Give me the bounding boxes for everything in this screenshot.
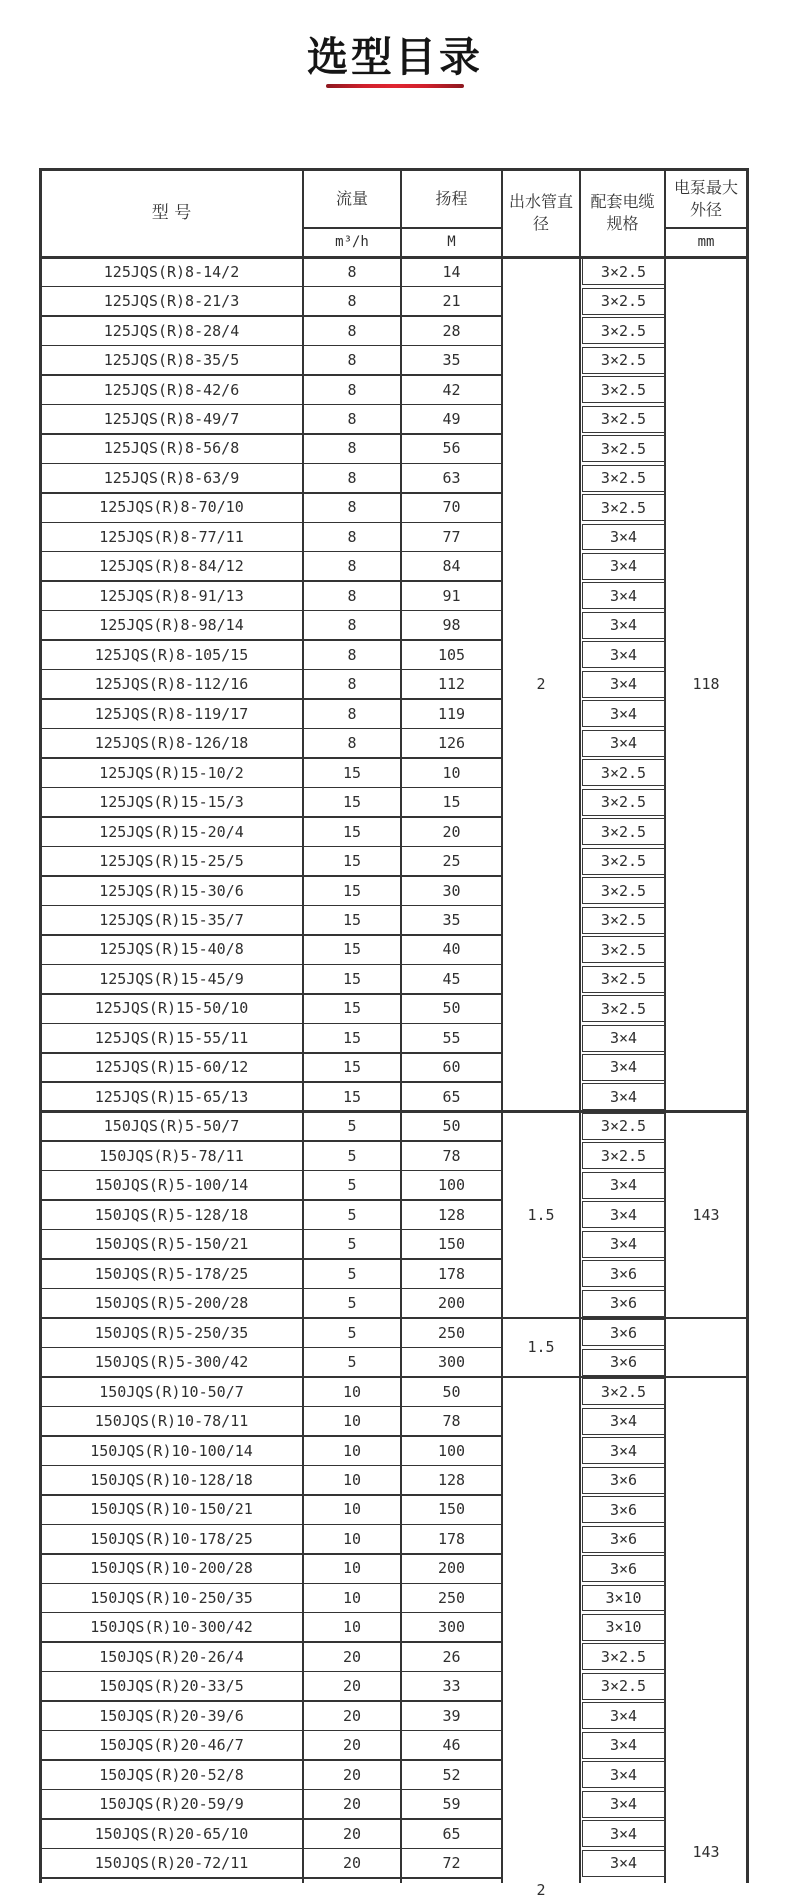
cell-model: 125JQS(R)15-60/12 bbox=[94, 1058, 249, 1077]
cell-cable: 3×4 bbox=[582, 1201, 665, 1228]
cell-model: 150JQS(R)5-128/18 bbox=[94, 1205, 249, 1224]
cell-model: 150JQS(R)20-39/6 bbox=[99, 1706, 244, 1725]
cell-cable: 3×6 bbox=[582, 1319, 665, 1346]
cell-cable: 3×2.5 bbox=[582, 347, 665, 374]
cell-head: 150 bbox=[437, 1235, 466, 1254]
cell-cable: 3×2.5 bbox=[582, 789, 665, 816]
cell-model: 125JQS(R)8-14/2 bbox=[103, 262, 240, 281]
cell-cable: 3×2.5 bbox=[582, 907, 665, 934]
cell-head: 26 bbox=[442, 1647, 461, 1666]
cell-head: 78 bbox=[442, 1146, 461, 1165]
cell-cable: 3×4 bbox=[582, 1025, 665, 1052]
cell-outlet-diameter: 2 bbox=[536, 675, 546, 694]
cell-cable: 3×4 bbox=[582, 1791, 665, 1818]
cell-model: 125JQS(R)8-84/12 bbox=[99, 557, 244, 576]
cell-flow: 20 bbox=[342, 1795, 362, 1814]
cell-model: 150JQS(R)10-150/21 bbox=[90, 1500, 253, 1519]
cell-flow: 15 bbox=[342, 911, 362, 929]
cell-head: 98 bbox=[442, 616, 461, 635]
cell-model: 150JQS(R)20-72/11 bbox=[94, 1854, 249, 1873]
cell-cable: 3×4 bbox=[582, 641, 665, 668]
cell-flow: 5 bbox=[347, 1146, 357, 1165]
cell-model: 125JQS(R)8-119/17 bbox=[94, 704, 249, 723]
cell-head: 200 bbox=[437, 1559, 466, 1578]
cell-cable: 3×4 bbox=[582, 1083, 665, 1110]
cell-cable: 3×6 bbox=[582, 1467, 665, 1494]
header-cable-spec: 配套电缆规格 bbox=[590, 192, 655, 233]
cell-flow: 15 bbox=[342, 1087, 362, 1106]
cell-head: 35 bbox=[442, 911, 461, 929]
cell-model: 150JQS(R)10-128/18 bbox=[90, 1470, 253, 1489]
cell-outlet-diameter: 2 bbox=[536, 1880, 546, 1899]
cell-model: 150JQS(R)5-200/28 bbox=[94, 1294, 249, 1313]
cell-flow: 10 bbox=[342, 1412, 362, 1431]
cell-model: 125JQS(R)15-45/9 bbox=[99, 969, 244, 988]
cell-head: 105 bbox=[437, 645, 466, 664]
cell-head: 128 bbox=[437, 1470, 466, 1489]
cell-flow: 15 bbox=[342, 822, 362, 841]
cell-head: 33 bbox=[442, 1677, 461, 1696]
cell-model: 150JQS(R)20-46/7 bbox=[99, 1736, 244, 1755]
cell-flow: 5 bbox=[347, 1294, 357, 1313]
cell-cable: 3×2.5 bbox=[582, 877, 665, 904]
cell-cable: 3×4 bbox=[582, 1437, 665, 1464]
cell-model: 125JQS(R)15-20/4 bbox=[99, 822, 244, 841]
cell-flow: 20 bbox=[342, 1824, 362, 1843]
cell-head: 126 bbox=[437, 734, 466, 753]
cell-flow: 5 bbox=[347, 1205, 357, 1224]
cell-flow: 15 bbox=[342, 999, 362, 1018]
cell-head: 78 bbox=[442, 1412, 461, 1431]
cell-cable: 3×2.5 bbox=[582, 435, 665, 462]
cell-head: 50 bbox=[442, 999, 461, 1018]
cell-head: 45 bbox=[442, 969, 461, 988]
cell-model: 150JQS(R)5-178/25 bbox=[94, 1264, 249, 1283]
cell-head: 21 bbox=[442, 292, 461, 311]
cell-model: 125JQS(R)8-105/15 bbox=[94, 645, 249, 664]
cell-model: 125JQS(R)15-50/10 bbox=[94, 999, 249, 1018]
cell-head: 65 bbox=[442, 1087, 461, 1106]
cell-flow: 5 bbox=[347, 1264, 357, 1283]
cell-flow: 20 bbox=[342, 1854, 362, 1873]
cell-cable: 3×4 bbox=[582, 1172, 665, 1199]
cell-model: 125JQS(R)15-65/13 bbox=[94, 1087, 249, 1106]
cell-head: 60 bbox=[442, 1058, 461, 1077]
cell-head: 300 bbox=[437, 1353, 466, 1372]
cell-model: 150JQS(R)5-50/7 bbox=[103, 1117, 240, 1136]
header-flow: 流量 bbox=[335, 188, 368, 208]
cell-flow: 5 bbox=[347, 1323, 357, 1342]
cell-flow: 5 bbox=[347, 1176, 357, 1195]
cell-cable: 3×6 bbox=[582, 1290, 665, 1317]
cell-head: 14 bbox=[442, 262, 461, 281]
cell-flow: 8 bbox=[347, 527, 357, 546]
cell-head: 250 bbox=[437, 1323, 466, 1342]
cell-model: 150JQS(R)20-65/10 bbox=[94, 1824, 249, 1843]
cell-cable: 3×6 bbox=[582, 1555, 665, 1582]
cell-flow: 5 bbox=[347, 1353, 357, 1372]
cell-model: 125JQS(R)8-63/9 bbox=[103, 468, 240, 487]
cell-flow: 5 bbox=[347, 1235, 357, 1254]
header-flow-unit: m³/h bbox=[335, 234, 369, 251]
cell-flow: 8 bbox=[347, 292, 357, 311]
cell-cable: 3×6 bbox=[582, 1526, 665, 1553]
cell-max-od: 143 bbox=[692, 1843, 720, 1862]
cell-model: 125JQS(R)15-10/2 bbox=[99, 763, 244, 782]
cell-model: 150JQS(R)5-300/42 bbox=[94, 1353, 249, 1372]
cell-head: 56 bbox=[442, 439, 461, 458]
cell-head: 119 bbox=[437, 704, 466, 723]
cell-model: 150JQS(R)10-50/7 bbox=[99, 1382, 244, 1401]
cell-flow: 10 bbox=[342, 1500, 362, 1519]
cell-head: 25 bbox=[442, 852, 461, 871]
cell-model: 150JQS(R)20-26/4 bbox=[99, 1647, 244, 1666]
header-max-od-unit: mm bbox=[697, 234, 715, 251]
cell-cable: 3×2.5 bbox=[582, 406, 665, 433]
cell-flow: 5 bbox=[347, 1117, 357, 1136]
cell-head: 250 bbox=[437, 1588, 466, 1607]
cell-cable: 3×10 bbox=[582, 1585, 665, 1612]
cell-head: 100 bbox=[437, 1441, 466, 1460]
header-model: 型 号 bbox=[151, 202, 192, 223]
cell-model: 125JQS(R)15-30/6 bbox=[99, 881, 244, 900]
cell-flow: 8 bbox=[347, 586, 357, 605]
cell-head: 112 bbox=[437, 675, 466, 694]
cell-head: 77 bbox=[442, 527, 461, 546]
cell-model: 125JQS(R)15-40/8 bbox=[99, 940, 244, 959]
cell-cable: 3×2.5 bbox=[582, 936, 665, 963]
cell-head: 39 bbox=[442, 1706, 461, 1725]
cell-model: 150JQS(R)10-200/28 bbox=[90, 1559, 253, 1578]
cell-cable: 3×10 bbox=[582, 1614, 665, 1641]
cell-flow: 10 bbox=[342, 1529, 362, 1548]
cell-cable: 3×2.5 bbox=[582, 818, 665, 845]
cell-model: 125JQS(R)8-28/4 bbox=[103, 321, 240, 340]
cell-head: 84 bbox=[442, 557, 461, 576]
cell-cable: 3×2.5 bbox=[582, 966, 665, 993]
cell-model: 125JQS(R)8-91/13 bbox=[99, 586, 244, 605]
cell-cable: 3×4 bbox=[582, 730, 665, 757]
cell-cable: 3×2.5 bbox=[582, 1643, 665, 1670]
cell-flow: 8 bbox=[347, 734, 357, 753]
cell-flow: 15 bbox=[342, 763, 362, 782]
cell-head: 50 bbox=[442, 1382, 461, 1401]
cell-flow: 10 bbox=[342, 1441, 362, 1460]
cell-head: 50 bbox=[442, 1117, 461, 1136]
cell-flow: 15 bbox=[342, 852, 362, 871]
cell-model: 150JQS(R)10-100/14 bbox=[90, 1441, 253, 1460]
cell-max-od: 118 bbox=[692, 675, 720, 694]
cell-model: 150JQS(R)10-78/11 bbox=[94, 1412, 249, 1431]
cell-head: 72 bbox=[442, 1854, 461, 1873]
cell-cable: 3×2.5 bbox=[582, 288, 665, 315]
cell-head: 10 bbox=[442, 763, 461, 782]
cell-model: 125JQS(R)8-21/3 bbox=[103, 292, 240, 311]
cell-flow: 8 bbox=[347, 409, 357, 428]
page-title: 选型目录 bbox=[307, 33, 483, 81]
cell-head: 46 bbox=[442, 1736, 461, 1755]
cell-head: 300 bbox=[437, 1618, 466, 1637]
cell-model: 150JQS(R)5-78/11 bbox=[99, 1146, 244, 1165]
cell-head: 178 bbox=[437, 1264, 466, 1283]
cell-flow: 10 bbox=[342, 1618, 362, 1637]
cell-head: 40 bbox=[442, 940, 461, 959]
cell-flow: 8 bbox=[347, 321, 357, 340]
cell-model: 150JQS(R)20-59/9 bbox=[99, 1795, 244, 1814]
cell-cable: 3×2.5 bbox=[582, 848, 665, 875]
cell-model: 125JQS(R)8-77/11 bbox=[99, 527, 244, 546]
cell-flow: 8 bbox=[347, 468, 357, 487]
cell-cable: 3×2.5 bbox=[582, 317, 665, 344]
cell-outlet-diameter: 1.5 bbox=[527, 1205, 555, 1224]
cell-head: 20 bbox=[442, 822, 461, 841]
cell-flow: 10 bbox=[342, 1470, 362, 1489]
cell-head: 42 bbox=[442, 380, 461, 399]
cell-cable: 3×6 bbox=[582, 1349, 665, 1376]
cell-cable: 3×4 bbox=[582, 1702, 665, 1729]
cell-cable: 3×4 bbox=[582, 612, 665, 639]
cell-model: 125JQS(R)8-35/5 bbox=[103, 351, 240, 370]
cell-model: 125JQS(R)15-55/11 bbox=[94, 1028, 249, 1047]
cell-cable: 3×2.5 bbox=[582, 1378, 665, 1405]
cell-cable: 3×4 bbox=[582, 700, 665, 727]
header-head: 扬程 bbox=[435, 188, 468, 208]
cell-cable: 3×4 bbox=[582, 1850, 665, 1877]
cell-model: 125JQS(R)15-35/7 bbox=[99, 911, 244, 929]
cell-model: 125JQS(R)8-42/6 bbox=[103, 380, 240, 399]
cell-head: 178 bbox=[437, 1529, 466, 1548]
cell-cable: 3×4 bbox=[582, 553, 665, 580]
cell-flow: 8 bbox=[347, 380, 357, 399]
cell-model: 150JQS(R)10-178/25 bbox=[90, 1529, 253, 1548]
cell-head: 200 bbox=[437, 1294, 466, 1313]
cell-flow: 8 bbox=[347, 616, 357, 635]
cell-cable: 3×4 bbox=[582, 582, 665, 609]
cell-cable: 3×2.5 bbox=[582, 465, 665, 492]
cell-flow: 10 bbox=[342, 1559, 362, 1578]
cell-model: 150JQS(R)20-33/5 bbox=[99, 1677, 244, 1696]
cell-head: 55 bbox=[442, 1028, 461, 1047]
cell-model: 125JQS(R)8-112/16 bbox=[94, 675, 249, 694]
cell-head: 15 bbox=[442, 793, 461, 812]
cell-outlet-diameter: 1.5 bbox=[527, 1338, 555, 1357]
cell-model: 150JQS(R)5-100/14 bbox=[94, 1176, 249, 1195]
cell-cable: 3×4 bbox=[582, 1408, 665, 1435]
cell-flow: 15 bbox=[342, 793, 362, 812]
cell-cable: 3×2.5 bbox=[582, 1673, 665, 1700]
cell-flow: 8 bbox=[347, 351, 357, 370]
cell-model: 150JQS(R)5-150/21 bbox=[94, 1235, 249, 1254]
cell-cable: 3×4 bbox=[582, 524, 665, 551]
cell-cable: 3×2.5 bbox=[582, 376, 665, 403]
cell-flow: 8 bbox=[347, 439, 357, 458]
cell-model: 125JQS(R)15-25/5 bbox=[99, 852, 244, 871]
cell-flow: 20 bbox=[342, 1706, 362, 1725]
cell-model: 125JQS(R)15-15/3 bbox=[99, 793, 244, 812]
cell-model: 150JQS(R)5-250/35 bbox=[94, 1323, 249, 1342]
cell-flow: 10 bbox=[342, 1588, 362, 1607]
cell-flow: 15 bbox=[342, 969, 362, 988]
cell-head: 63 bbox=[442, 468, 461, 487]
cell-flow: 15 bbox=[342, 1028, 362, 1047]
cell-cable: 3×6 bbox=[582, 1260, 665, 1287]
cell-model: 150JQS(R)10-300/42 bbox=[90, 1618, 253, 1637]
cell-cable: 3×2.5 bbox=[582, 1113, 665, 1140]
cell-flow: 20 bbox=[342, 1677, 362, 1696]
cell-cable: 3×4 bbox=[582, 671, 665, 698]
cell-flow: 8 bbox=[347, 704, 357, 723]
cell-flow: 10 bbox=[342, 1382, 362, 1401]
header-max-od: 电泵最大外径 bbox=[673, 177, 738, 219]
cell-flow: 8 bbox=[347, 498, 357, 517]
cell-head: 70 bbox=[442, 498, 461, 517]
cell-head: 59 bbox=[442, 1795, 461, 1814]
cell-flow: 8 bbox=[347, 645, 357, 664]
cell-head: 150 bbox=[437, 1500, 466, 1519]
header-head-unit: M bbox=[447, 234, 456, 251]
cell-model: 125JQS(R)8-126/18 bbox=[94, 734, 249, 753]
cell-model: 125JQS(R)8-56/8 bbox=[103, 439, 240, 458]
cell-model: 150JQS(R)10-250/35 bbox=[90, 1588, 253, 1607]
cell-flow: 15 bbox=[342, 1058, 362, 1077]
cell-cable: 3×2.5 bbox=[582, 258, 665, 285]
cell-head: 100 bbox=[437, 1176, 466, 1195]
cell-cable: 3×2.5 bbox=[582, 494, 665, 521]
row-line bbox=[40, 1877, 502, 1879]
cell-model: 125JQS(R)8-49/7 bbox=[103, 409, 240, 428]
cell-model: 125JQS(R)8-98/14 bbox=[99, 616, 244, 635]
cell-head: 30 bbox=[442, 881, 461, 900]
cell-cable: 3×2.5 bbox=[582, 759, 665, 786]
cell-flow: 20 bbox=[342, 1647, 362, 1666]
cell-cable: 3×4 bbox=[582, 1231, 665, 1258]
cell-head: 52 bbox=[442, 1765, 461, 1784]
cell-head: 49 bbox=[442, 409, 461, 428]
cell-flow: 15 bbox=[342, 881, 362, 900]
cell-flow: 20 bbox=[342, 1765, 362, 1784]
cell-model: 125JQS(R)8-70/10 bbox=[99, 498, 244, 517]
cell-flow: 8 bbox=[347, 262, 357, 281]
cell-flow: 8 bbox=[347, 557, 357, 576]
cell-head: 128 bbox=[437, 1205, 466, 1224]
cell-cable: 3×2.5 bbox=[582, 995, 665, 1022]
cell-cable: 3×4 bbox=[582, 1820, 665, 1847]
cell-cable: 3×2.5 bbox=[582, 1142, 665, 1169]
cell-cable: 3×6 bbox=[582, 1496, 665, 1523]
cell-flow: 15 bbox=[342, 940, 362, 959]
header-outlet-diameter: 出水管直径 bbox=[508, 192, 573, 233]
cell-flow: 8 bbox=[347, 675, 357, 694]
cell-head: 91 bbox=[442, 586, 461, 605]
cell-cable: 3×4 bbox=[582, 1732, 665, 1759]
cell-cable: 3×4 bbox=[582, 1054, 665, 1081]
cell-flow: 20 bbox=[342, 1736, 362, 1755]
cell-max-od: 143 bbox=[692, 1205, 720, 1224]
cell-head: 28 bbox=[442, 321, 461, 340]
cell-head: 35 bbox=[442, 351, 461, 370]
cell-head: 65 bbox=[442, 1824, 461, 1843]
cell-model: 150JQS(R)20-52/8 bbox=[99, 1765, 244, 1784]
cell-cable: 3×4 bbox=[582, 1761, 665, 1788]
